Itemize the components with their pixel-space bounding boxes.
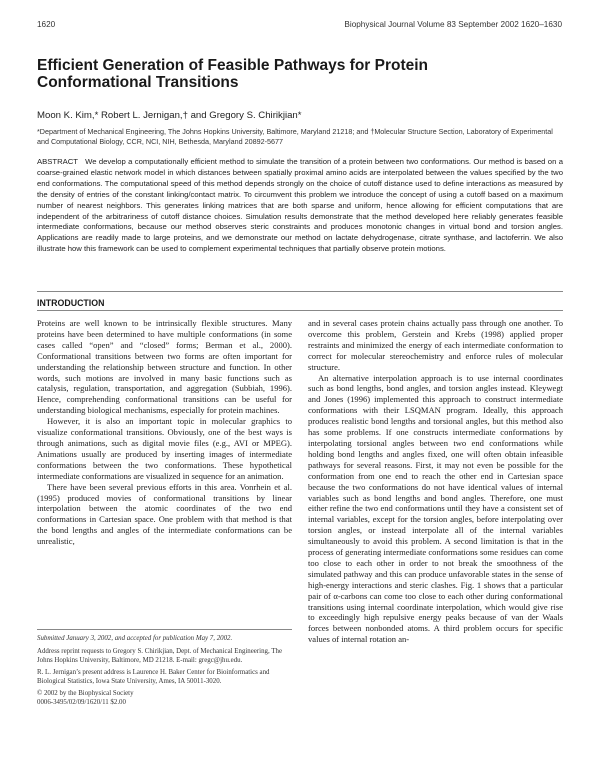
intro-paragraph: Proteins are well known to be intrinsically flexible structures. Many proteins have been determined to have multiple conformations (in some cases called “open” and “closed” forms; Berman et al., 2000). Conformational transitions between two forms are often important for understanding the relationship between structure and function. In other words, such motions are involved in many basic functions such as catalysis, regulation, transportation, and aggregation (Subbiah, 1996). Hence, comprehending conformational transitions can be useful for understanding biological mechanisms, especially for protein machines. <box>37 318 292 416</box>
intro-paragraph: An alternative interpolation approach is to use internal coordinates such as bond lengths, bond angles, and torsion angles instead. Kleywegt and Jones (1996) implemented this approach to construct intermediate conformations with their LSQMAN program. Ideally, this approach produces realistic bond lengths and torsional angles, but this method also has some problems. If one constructs intermediate conformations by interpolating torsional angles between two end conformations while holding bond lengths and angles fixed, one will often obtain infeasible pathways for several reasons. First, it may not even be possible for the conformation from one end to reach the other end in Cartesian space because the two conformations do not have identical values of internal variables such as bond lengths and bond angles. Therefore, one must either refine the two end conformations until they have a consistent set of internal variables, except for the torsion angles, before interpolating over torsion angles, or instead interpolate all of the internal variables simultaneously to avoid this problem. A second limitation is that in the process of generating intermediate conformations some residues can come too close to each other in order to not break the smoothness of the simulated pathway and this can produce unfavorable states in the sense of high-energy interactions and steric clashes. Fig. 1 shows that a particular pair of α-carbons can come too close to each other during conformational transitions using internal coordinate interpolation, which would give rise to exceedingly high repulsive energy peaks because of van der Waals forces between nonbonded atoms. A third problem occurs for specific values of internal rotation an- <box>308 372 563 645</box>
present-address-note: R. L. Jernigan’s present address is Laurence H. Baker Center for Bioinformatics and Biological Statistics, Iowa State University, Ames, IA 50011-3020. <box>37 669 270 686</box>
copyright-note: © 2002 by the Biophysical Society <box>37 690 134 698</box>
left-column <box>37 318 292 618</box>
journal-citation: Biophysical Journal Volume 83 September 2002 1620–1630 <box>344 20 562 29</box>
abstract <box>37 157 563 255</box>
abstract-text: We develop a computationally efficient method to simulate the transition of a protein between two conformations. Our method is based on a coarse-grained elastic network model in which distances between spatially proximal amino acids are interpolated between the values specified by the two end conformations. The computational speed of this method depends strongly on the choice of cutoff distance used to define interactions as measured by the density of entries of the constant linking/contact matrix. To circumvent this problem we introduce the concept of using a cutoff based on a maximum number of nearest neighbors. This generates linking matrices that are both sparse and uniform, hence allowing for efficient computations that are independent of the arbitrariness of cutoff distance choices. Simulation results demonstrate that the method developed here reliably generates feasible intermediate conformations, because our method observes steric constraints and produces monotonic changes in virtual bond and torsion angles. Applications are readily made to large proteins, and we demonstrate our method on lactate dehydrogenase, citrate synthase, and lactoferrin. We also illustrate how this framework can be used to complement experimental techniques that partially observe protein motions. <box>37 157 563 254</box>
intro-paragraph: and in several cases protein chains actually pass through one another. To overcome this problem, Gerstein and Krebs (1998) applied proper restraints and minimized the energy of each intermediate conformation to correct for molecular stereochemistry and enforce rules of molecular structure. <box>308 318 563 372</box>
running-header <box>37 20 562 32</box>
intro-paragraph: However, it is also an important topic in molecular graphics to visualize conformational transitions. Obviously, one of the best ways is through animations, such as digital movie files (e.g., AVI or MPEG). Animations usually are produced by inserting images of intermediate conformations between the two conformations. These hypothetical intermediate conformations are visualized in sequence for an animation. <box>37 416 292 481</box>
reprint-note: Address reprint requests to Gregory S. Chirikjian, Dept. of Mechanical Engineering, The Johns Hopkins University, Baltimore, MD 21218. E-mail: gregc@jhu.edu. <box>37 648 283 665</box>
affiliations: *Department of Mechanical Engineering, The Johns Hopkins University, Baltimore, Maryland 21218; and †Molecular Structure Section, Laboratory of Experimental and Computational Biology, CCR, NCI, NIH, Bethesda, Maryland 20892-5677 <box>37 127 553 146</box>
page-number: 1620 <box>37 20 56 29</box>
paper-title: Efficient Generation of Feasible Pathways for Protein Conformational Transitions <box>37 57 429 91</box>
right-column <box>308 318 563 766</box>
section-heading: INTRODUCTION <box>37 298 105 308</box>
submission-note: Submitted January 3, 2002, and accepted for publication May 7, 2002. <box>37 635 233 642</box>
issn-note: 0006-3495/02/09/1620/11 $2.00 <box>37 699 126 707</box>
footnote-rule <box>37 629 292 630</box>
section-rule-top <box>37 291 563 292</box>
section-rule-bottom <box>37 310 563 311</box>
footnotes <box>37 634 292 710</box>
intro-paragraph: There have been several previous efforts in this area. Vonrhein et al. (1995) produced movies of conformational transitions by linear interpolation between the atomic coordinates of the two end conformations in Cartesian space. One problem with that method is that the bond lengths and angles of the intermediate conformations can be unrealistic, <box>37 481 292 547</box>
author-list: Moon K. Kim,* Robert L. Jernigan,† and Gregory S. Chirikjian* <box>37 110 302 121</box>
abstract-label: ABSTRACT <box>37 157 79 166</box>
